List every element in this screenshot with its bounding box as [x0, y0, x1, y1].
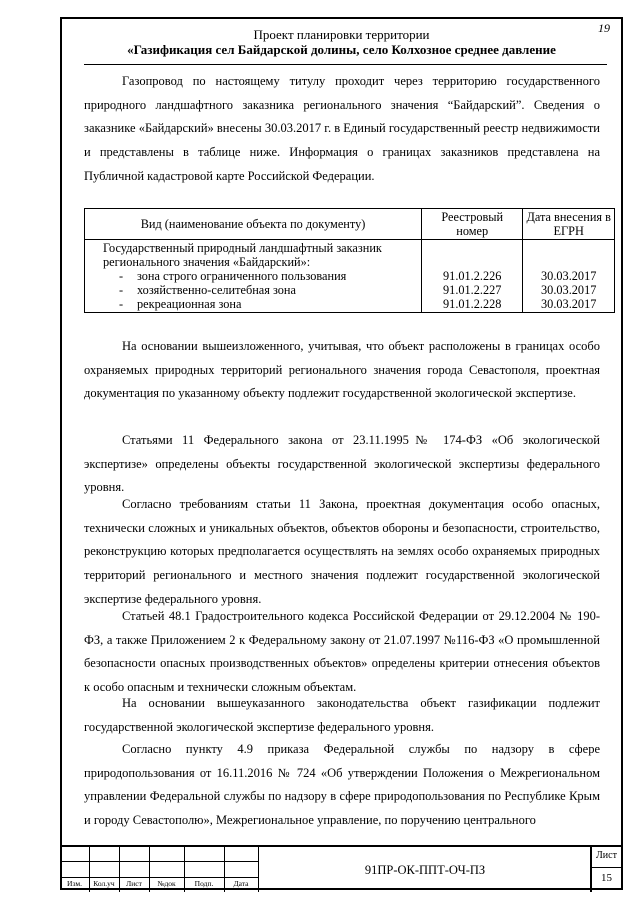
header-cell-number: Реестровый номер	[422, 209, 523, 240]
stamp-label: Изм.	[67, 879, 82, 888]
stamp-label: Кол.уч	[93, 879, 115, 888]
registry-number: 91.01.2.227	[443, 283, 502, 297]
sheet-number: 15	[601, 872, 612, 884]
corner-page-number: 19	[598, 21, 610, 35]
header-subtitle: «Газификация сел Байдарской долины, село Колхозное среднее давление	[127, 42, 556, 57]
paragraph-4: Согласно требованиям статьи 11 Закона, проектная документация особо опасных, технически сложных и уникальных объектов, объектов обороны и безопасности, строительство, реконструкцию которых предполагается осуществлять на землях особо охраняемых природных территорий регионального и местного значения подлежит государственной экологической экспертизе федерального уровня.	[84, 497, 600, 606]
paragraph-6: На основании вышеуказанного законодательства объект газификации подлежит государственной экологической экспертизе федерального уровня.	[84, 696, 600, 734]
title-block	[60, 845, 623, 892]
stamp-label: Лист	[126, 879, 142, 888]
table-cell-name	[85, 240, 422, 313]
header-rule	[84, 64, 607, 65]
paragraph-3: Статьями 11 Федерального закона от 23.11.1995№ 174-ФЗ «Об экологической экспертизе» определены объекты государственной экологической экспертизы федерального уровня.	[84, 433, 600, 495]
paragraph-1: Газопровод по настоящему титулу проходит через территорию государственного природного ландшафтного заказника регионального значения “Байдарский”. Сведения о заказнике «Байдарский» внесены 30.03.2017 г. в Единый государственный реестр недвижимости и представлены в таблице ниже. Информация о границах заказников представлена на Публичной кадастровой карте Российской Федерации.	[84, 74, 600, 183]
stamp-label: №док	[157, 879, 176, 888]
list-item: - рекреационная зона	[103, 297, 418, 311]
table-cell-number	[422, 240, 523, 313]
paragraph-5: Статьей 48.1 Градостроительного кодекса Российской Федерации от 29.12.2004 № 190-ФЗ, а также Приложением 2 к Федеральному закону от 21.07.1997 №116-ФЗ «О промышленной безопасности опасных производственных объектов» определены критерии отнесения объектов к особо опасным и технически сложным объектам.	[84, 609, 600, 695]
zone-list	[103, 269, 418, 311]
header-cell-date: Дата внесения в ЕГРН	[523, 209, 615, 240]
document-code: 91ПР-ОК-ППТ-ОЧ-ПЗ	[364, 863, 486, 877]
stamp-label: Подп.	[194, 879, 214, 888]
header-cell-name: Вид (наименование объекта по документу)	[85, 209, 422, 240]
paragraph-7: Согласно пункту 4.9 приказа Федеральной службы по надзору в сфере природопользования от 16.11.2016 № 724 «Об утверждении Положения о Межрегиональном управлении Федеральной службы по надзору в сфере природопользования по Республике Крым и городу Севастополю», Межрегиональное управление, по поручению центрального	[84, 742, 600, 828]
stamp-label: Дата	[233, 879, 249, 888]
registry-date: 30.03.2017	[541, 283, 597, 297]
registry-number: 91.01.2.228	[443, 297, 502, 311]
table-cell-date	[523, 240, 615, 313]
registry-number: 91.01.2.226	[443, 269, 502, 283]
list-item: - зона строго ограниченного пользования	[103, 269, 418, 283]
list-item: - хозяйственно-селитебная зона	[103, 283, 418, 297]
table-row	[85, 240, 615, 313]
sheet-label: Лист	[596, 850, 617, 861]
registry-date: 30.03.2017	[541, 297, 597, 311]
table-header-row	[85, 209, 615, 240]
registry-date: 30.03.2017	[541, 269, 597, 283]
header-title: Проект планировки территории	[253, 27, 430, 42]
registry-table	[84, 208, 615, 313]
paragraph-2: На основании вышеизложенного, учитывая, что объект расположены в границах особо охраняемых природных территорий регионального значения города Севастополя, проектная документация по указанному объекту подлежит государственной экологической экспертизе.	[84, 339, 600, 401]
table-group-title: Государственный природный ландшафтный заказник регионального значения «Байдарский»:	[103, 241, 382, 269]
